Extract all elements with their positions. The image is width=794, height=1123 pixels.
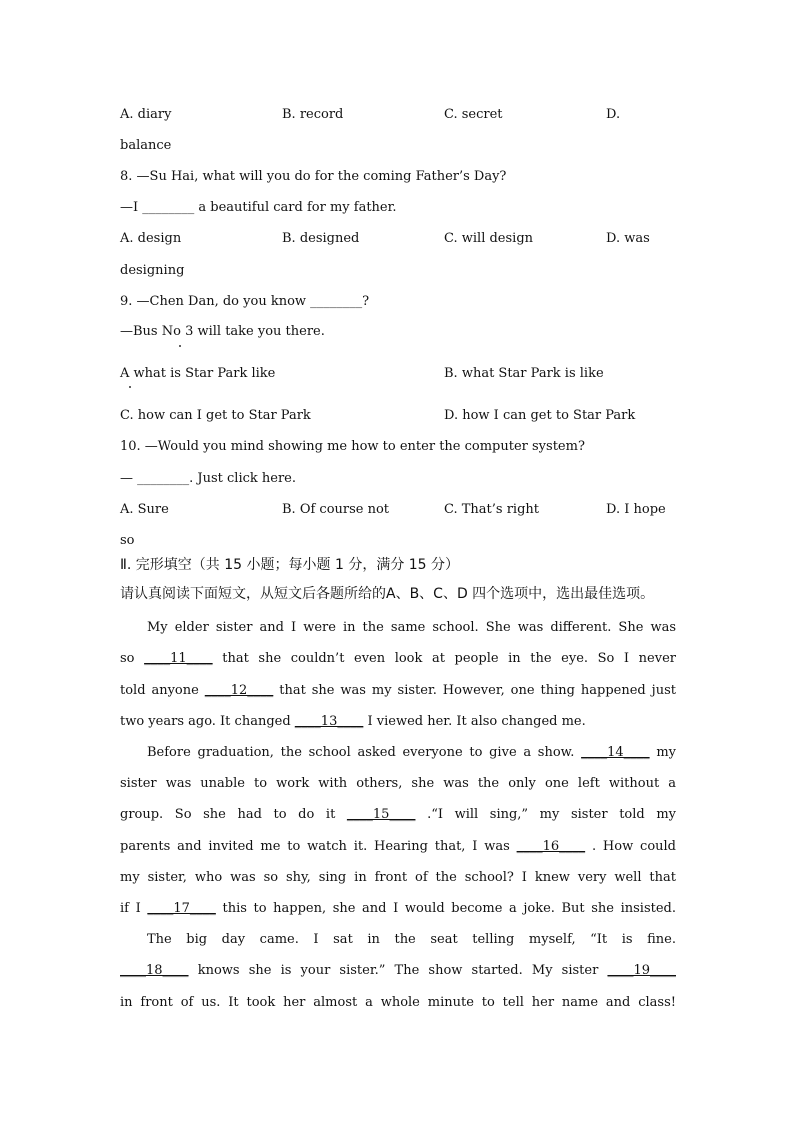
passage-line: if I ____17____ this to happen, she and I would become a joke. But she insisted. (120, 901, 676, 916)
q10-option-wrap: so (120, 533, 135, 548)
q9-answer: —Bus No 3 will take you there. (120, 324, 325, 339)
section-instruction: 请认真阅读下面短文，从短文后各题所给的A、B、C、D 四个选项中，选出最佳选项。 (120, 586, 655, 602)
q7-option-b: B. record (282, 107, 344, 122)
q10-option-a: A. Sure (120, 502, 169, 517)
passage-line: in front of us. It took her almost a whole minute to tell her name and class! (120, 995, 676, 1010)
q10-option-c: C. That’s right (444, 502, 539, 517)
passage-line: told anyone ____12____ that she was my sister. However, one thing happened just (120, 683, 676, 698)
passage-line: sister was unable to work with others, she was the only one left without a (120, 776, 676, 791)
passage-line: group. So she had to do it ____15____ .“I will sing,” my sister told my (120, 807, 676, 822)
q10-question: 10. —Would you mind showing me how to enter the computer system? (120, 439, 585, 454)
blank-13: ____13____ (294, 714, 364, 729)
passage-line: so ____11____ that she couldn’t even look at people in the eye. So I never (120, 651, 676, 666)
q9-question: 9. —Chen Dan, do you know ________? (120, 294, 370, 309)
section-heading: Ⅱ. 完形填空（共 15 小题；每小题 1 分，满分 15 分） (120, 557, 460, 573)
q7-option-wrap: balance (120, 138, 172, 153)
q8-option-d: D. was (606, 231, 650, 246)
passage-line: Before graduation, the school asked everyone to give a show. ____14____ my (147, 745, 676, 760)
q7-option-d: D. (606, 107, 621, 122)
passage-line: my sister, who was so shy, sing in front of the school? I knew very well that (120, 870, 676, 885)
q9-option-c: C. how can I get to Star Park (120, 408, 311, 423)
q9-option-a: A what is Star Park like (120, 366, 276, 381)
passage-line: parents and invited me to watch it. Hearing that, I was ____16____ . How could (120, 839, 676, 854)
q8-option-b: B. designed (282, 231, 360, 246)
blank-19: ____19____ (607, 963, 676, 978)
blank-15: ____15____ (346, 807, 416, 822)
q8-option-wrap: designing (120, 263, 185, 278)
q8-option-c: C. will design (444, 231, 534, 246)
passage-line: My elder sister and I were in the same school. She was different. She was (147, 620, 676, 635)
blank-18: ____18____ (120, 963, 189, 978)
blank-17: ____17____ (147, 901, 216, 916)
q10-option-b: B. Of course not (282, 502, 390, 517)
q10-answer: — ________. Just click here. (120, 471, 297, 486)
passage-line: ____18____ knows she is your sister.” The show started. My sister ____19____ (120, 963, 676, 978)
blank-12: ____12____ (204, 683, 274, 698)
q10-option-d: D. I hope (606, 502, 666, 517)
emphasis-dot (129, 386, 131, 388)
blank-14: ____14____ (581, 745, 650, 760)
blank-11: ____11____ (144, 651, 213, 666)
q9-option-d: D. how I can get to Star Park (444, 408, 636, 423)
q8-answer: —I ________ a beautiful card for my father. (120, 200, 397, 215)
q9-option-b: B. what Star Park is like (444, 366, 604, 381)
q7-option-a: A. diary (120, 107, 172, 122)
emphasis-dot (179, 345, 181, 347)
q8-option-a: A. design (120, 231, 182, 246)
passage-line: two years ago. It changed ____13____ I viewed her. It also changed me. (120, 714, 586, 729)
q7-option-c: C. secret (444, 107, 503, 122)
blank-16: ____16____ (516, 839, 586, 854)
q8-question: 8. —Su Hai, what will you do for the coming Father’s Day? (120, 169, 507, 184)
passage-line: The big day came. I sat in the seat telling myself, “It is fine. (147, 932, 676, 947)
